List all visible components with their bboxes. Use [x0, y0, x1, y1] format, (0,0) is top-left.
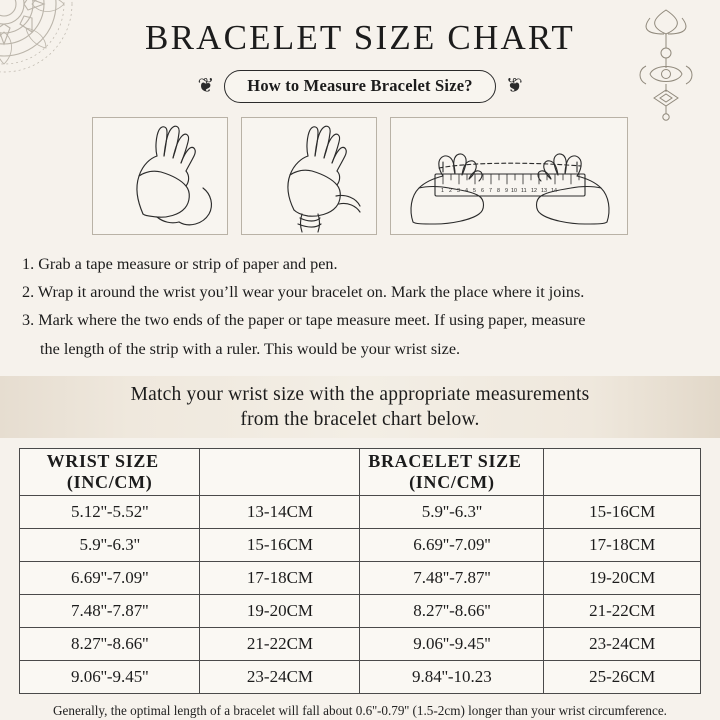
bracelet-inches: 9.84''-10.23: [360, 660, 544, 693]
bracelet-cm: 23-24CM: [544, 627, 701, 660]
step-2: 2. Wrap it around the wrist you’ll wear your bracelet on. Mark the place where it joins.: [22, 283, 585, 302]
illustration-hand-wrapping-wrist: [241, 117, 377, 235]
wrist-inches: 5.9''-6.3'': [20, 528, 200, 561]
svg-text:9: 9: [505, 188, 508, 194]
bracelet-cm: 15-16CM: [544, 495, 701, 528]
wrist-cm: 21-22CM: [200, 627, 360, 660]
subtitle-row: [0, 70, 720, 103]
lotus-pendant-ornament-icon: [620, 4, 712, 124]
table-row: [20, 594, 701, 627]
wrist-cm: 15-16CM: [200, 528, 360, 561]
illustration-hand-with-tape-measure-strip: [92, 117, 228, 235]
bracelet-cm: 17-18CM: [544, 528, 701, 561]
wrist-cm: 19-20CM: [200, 594, 360, 627]
header-bracelet-size: BRACELET SIZE(INC/CM): [360, 448, 544, 495]
bracelet-cm: 19-20CM: [544, 561, 701, 594]
svg-text:14: 14: [551, 188, 557, 194]
bracelet-inches: 7.48''-7.87'': [360, 561, 544, 594]
svg-text:8: 8: [497, 188, 500, 194]
svg-text:10: 10: [511, 188, 517, 194]
bracelet-cm: 25-26CM: [544, 660, 701, 693]
bracelet-cm: 21-22CM: [544, 594, 701, 627]
table-row: [20, 660, 701, 693]
subtitle-pill: How to Measure Bracelet Size?: [224, 70, 495, 103]
table-row: [20, 627, 701, 660]
step-1: 1. Grab a tape measure or strip of paper and pen.: [22, 255, 338, 273]
svg-text:6: 6: [481, 188, 484, 194]
svg-text:13: 13: [541, 188, 547, 194]
table-row: [20, 528, 701, 561]
bracelet-inches: 6.69''-7.09'': [360, 528, 544, 561]
svg-text:1: 1: [441, 188, 444, 194]
banner-line-1: Match your wrist size with the appropriate measurements: [130, 383, 590, 405]
table-row: [20, 495, 701, 528]
header-bracelet-size-unit-cell: [544, 448, 701, 495]
header-wrist-size: WRIST SIZE(INC/CM): [20, 448, 200, 495]
table-header-row: [20, 448, 701, 495]
bracelet-inches: 8.27''-8.66'': [360, 594, 544, 627]
flourish-right-icon: ❦: [505, 74, 523, 97]
wrist-cm: 17-18CM: [200, 561, 360, 594]
bracelet-inches: 5.9''-6.3'': [360, 495, 544, 528]
svg-text:7: 7: [489, 188, 492, 194]
svg-text:11: 11: [521, 188, 527, 194]
match-size-banner: [0, 376, 720, 438]
mandala-ornament-icon: [0, 0, 108, 110]
page-title: BRACELET SIZE CHART: [145, 18, 575, 57]
bracelet-inches: 9.06''-9.45'': [360, 627, 544, 660]
svg-text:2: 2: [449, 188, 452, 194]
wrist-cm: 13-14CM: [200, 495, 360, 528]
svg-text:4: 4: [465, 188, 468, 194]
svg-text:5: 5: [473, 188, 476, 194]
measure-steps: [22, 251, 698, 362]
wrist-inches: 9.06''-9.45'': [20, 660, 200, 693]
wrist-inches: 8.27''-8.66'': [20, 627, 200, 660]
step-3-continuation: the length of the strip with a ruler. This would be your wrist size.: [40, 339, 461, 358]
illustration-hands-measuring-with-ruler: [390, 117, 628, 235]
wrist-inches: 6.69''-7.09'': [20, 561, 200, 594]
size-table: [19, 448, 701, 694]
svg-text:3: 3: [457, 188, 460, 194]
wrist-inches: 5.12''-5.52'': [20, 495, 200, 528]
header-wrist-size-unit-cell: [200, 448, 360, 495]
footnote: Generally, the optimal length of a bracelet will fall about 0.6''-0.79'' (1.5-2cm) longer than your wrist circumference.: [53, 702, 667, 718]
illustration-row: [0, 117, 720, 235]
flourish-left-icon: ❦: [197, 74, 215, 97]
banner-line-2: from the bracelet chart below.: [240, 408, 480, 430]
wrist-cm: 23-24CM: [200, 660, 360, 693]
table-row: [20, 561, 701, 594]
step-3: 3. Mark where the two ends of the paper or tape measure meet. If using paper, measure: [22, 311, 586, 330]
svg-text:12: 12: [531, 188, 537, 194]
wrist-inches: 7.48''-7.87'': [20, 594, 200, 627]
